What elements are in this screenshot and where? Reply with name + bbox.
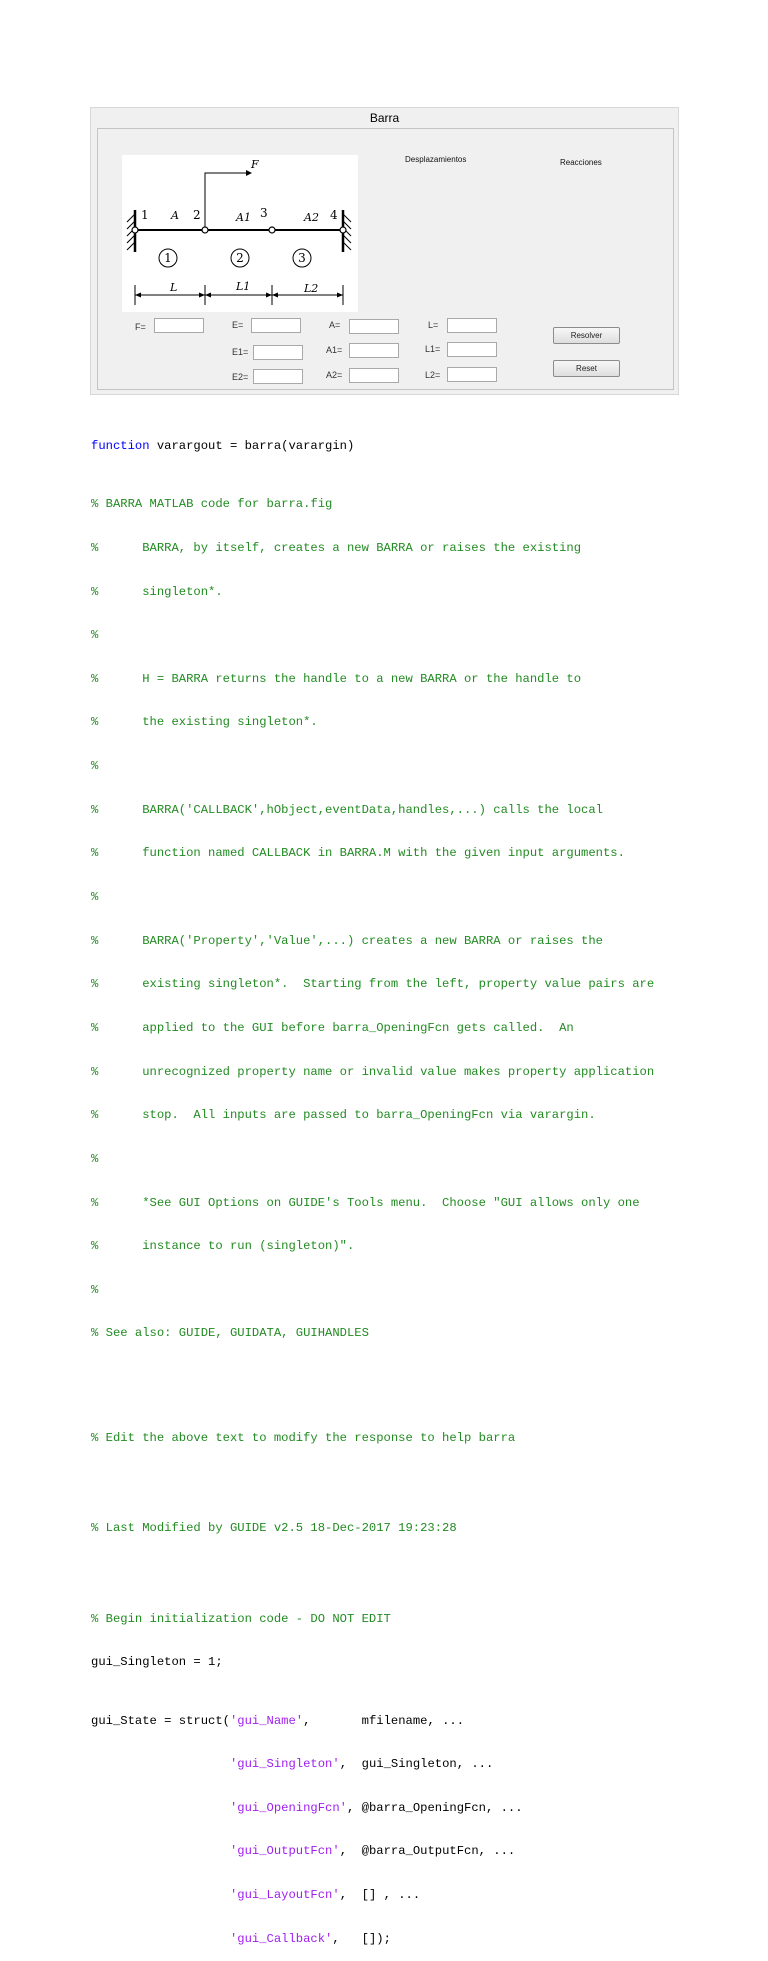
struct-indent	[91, 1888, 230, 1902]
struct-indent	[91, 1932, 230, 1946]
help-comment-line: %	[91, 628, 99, 643]
struct-key: 'gui_Name'	[229, 1713, 304, 1728]
struct-line	[91, 1757, 654, 1772]
input-l1[interactable]	[447, 342, 497, 357]
function-signature: varargout = barra(varargin)	[149, 439, 355, 454]
node-label-4: 4	[330, 208, 338, 222]
node-4	[340, 227, 346, 233]
help-comment-line: %	[91, 759, 99, 774]
struct-value: @barra_OutputFcn, ...	[361, 1844, 516, 1859]
help-comment-line: %	[91, 890, 99, 905]
length-label-l1: L1	[236, 280, 251, 293]
gui-panel	[97, 128, 674, 390]
struct-indent	[91, 1844, 230, 1858]
help-comment-line: % singleton*.	[91, 584, 223, 599]
input-l2[interactable]	[447, 367, 497, 382]
element-label-3: 3	[298, 251, 306, 265]
help-comment-line: %	[91, 1282, 99, 1297]
struct-line	[91, 1932, 654, 1947]
struct-key: 'gui_Singleton'	[229, 1757, 340, 1772]
modified-comment-line: % Last Modified by GUIDE v2.5 18-Dec-2017 19:23:28	[91, 1521, 457, 1536]
struct-pad: ,	[339, 1888, 362, 1903]
struct-pad: ,	[339, 1757, 362, 1772]
input-f[interactable]	[154, 318, 204, 333]
struct-line	[91, 1714, 654, 1729]
struct-key: 'gui_OpeningFcn'	[229, 1800, 347, 1815]
help-comment-line: % *See GUI Options on GUIDE's Tools menu. Choose "GUI allows only one	[91, 1195, 640, 1210]
segment-label-a: A	[171, 209, 179, 222]
beam-diagram	[122, 155, 358, 312]
window-title: Barra	[369, 111, 400, 125]
struct-indent	[91, 1801, 230, 1815]
struct-value: @barra_OpeningFcn, ...	[361, 1800, 523, 1815]
beam-diagram-svg	[122, 155, 358, 312]
label-e: E=	[232, 320, 244, 330]
input-l[interactable]	[447, 318, 497, 333]
input-e[interactable]	[251, 318, 301, 333]
struct-key: 'gui_Callback'	[229, 1931, 333, 1946]
code-function-line	[91, 439, 654, 454]
help-comment-line: % function named CALLBACK in BARRA.M with the given input arguments.	[91, 846, 625, 861]
help-comment-line: % See also: GUIDE, GUIDATA, GUIHANDLES	[91, 1326, 369, 1341]
reset-button[interactable]: Reset	[553, 360, 620, 377]
barra-gui-window	[90, 107, 679, 395]
solve-button[interactable]: Resolver	[553, 327, 620, 344]
struct-pad: ,	[347, 1800, 362, 1815]
help-comment-line: % H = BARRA returns the handle to a new BARRA or the handle to	[91, 671, 582, 686]
label-e2: E2=	[232, 372, 249, 382]
help-comment-line: % instance to run (singleton)".	[91, 1239, 355, 1254]
length-label-l: L	[170, 281, 178, 294]
code-listing	[91, 410, 654, 1961]
function-keyword: function	[91, 439, 150, 454]
struct-value: []);	[361, 1931, 391, 1946]
label-a2: A2=	[326, 370, 343, 380]
edit-comment-line: % Edit the above text to modify the response to help barra	[91, 1431, 516, 1446]
help-comment-line: %	[91, 1151, 99, 1166]
struct-value: gui_Singleton, ...	[361, 1757, 494, 1772]
struct-value: [] , ...	[361, 1888, 421, 1903]
node-1	[132, 227, 138, 233]
struct-pad: ,	[303, 1713, 362, 1728]
help-comment-line: % unrecognized property name or invalid value makes property application	[91, 1064, 655, 1079]
help-comment-line: % applied to the GUI before barra_OpeningFcn gets called. An	[91, 1020, 574, 1035]
label-a: A=	[329, 320, 341, 330]
singleton-line: gui_Singleton = 1;	[91, 1655, 223, 1670]
struct-pad: ,	[339, 1844, 362, 1859]
label-l2: L2=	[425, 370, 441, 380]
label-l: L=	[428, 320, 439, 330]
reactions-header: Reacciones	[560, 158, 602, 167]
input-e2[interactable]	[253, 369, 303, 384]
element-label-2: 2	[236, 251, 244, 265]
node-3	[269, 227, 275, 233]
node-label-1: 1	[141, 208, 149, 222]
input-a2[interactable]	[349, 368, 399, 383]
begin-init-comment-line: % Begin initialization code - DO NOT EDIT	[91, 1611, 391, 1626]
element-label-1: 1	[164, 251, 172, 265]
input-a1[interactable]	[349, 343, 399, 358]
input-a[interactable]	[349, 319, 399, 334]
help-comment-line: % BARRA, by itself, creates a new BARRA or raises the existing	[91, 540, 582, 555]
help-comment-line: % the existing singleton*.	[91, 715, 318, 730]
help-comment-line: % BARRA MATLAB code for barra.fig	[91, 497, 333, 512]
label-l1: L1=	[425, 344, 441, 354]
struct-key: 'gui_LayoutFcn'	[229, 1888, 340, 1903]
struct-line	[91, 1844, 654, 1859]
node-2	[202, 227, 208, 233]
struct-key: 'gui_OutputFcn'	[229, 1844, 340, 1859]
struct-value: mfilename, ...	[361, 1713, 465, 1728]
label-a1: A1=	[326, 345, 343, 355]
node-label-2: 2	[193, 208, 201, 222]
force-label: F	[251, 158, 259, 171]
label-f: F=	[135, 322, 146, 332]
displacements-header: Desplazamientos	[405, 155, 467, 164]
help-comment-line: % existing singleton*. Starting from the left, property value pairs are	[91, 977, 655, 992]
struct-indent	[91, 1757, 230, 1771]
struct-pad: ,	[332, 1931, 362, 1946]
input-e1[interactable]	[253, 345, 303, 360]
help-comment-line: % BARRA('CALLBACK',hObject,eventData,handles,...) calls the local	[91, 802, 603, 817]
struct-prefix: gui_State = struct(	[91, 1713, 230, 1728]
help-comment-line: % BARRA('Property','Value',...) creates a new BARRA or raises the	[91, 933, 603, 948]
help-comment-line: % stop. All inputs are passed to barra_OpeningFcn via varargin.	[91, 1108, 596, 1123]
struct-line	[91, 1888, 654, 1903]
node-label-3: 3	[260, 206, 268, 220]
struct-line	[91, 1801, 654, 1816]
segment-label-a2: A2	[304, 211, 319, 224]
segment-label-a1: A1	[236, 211, 251, 224]
length-label-l2: L2	[304, 282, 319, 295]
label-e1: E1=	[232, 347, 249, 357]
